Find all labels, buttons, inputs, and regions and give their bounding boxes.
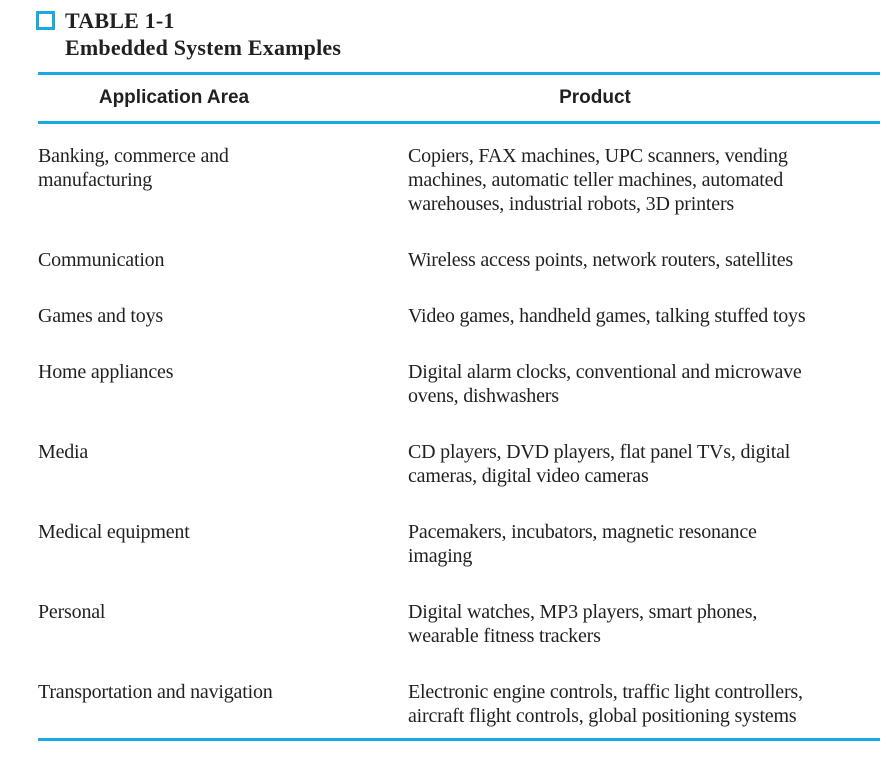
table-bottom-rule — [38, 738, 880, 741]
text-line: machines, automatic teller machines, automated — [408, 169, 784, 191]
text-line: Copiers, FAX machines, UPC scanners, vending — [408, 145, 788, 167]
product-cell — [408, 440, 880, 488]
table-body — [38, 124, 880, 738]
text-line: imaging — [408, 545, 473, 567]
text-line: Medical equipment — [38, 521, 190, 543]
text-line: Transportation and navigation — [38, 681, 273, 703]
text-line: Wireless access points, network routers, satellites — [408, 249, 793, 271]
application-area-cell — [38, 520, 408, 568]
text-line: CD players, DVD players, flat panel TVs, digital — [408, 441, 791, 463]
text-line: wearable fitness trackers — [408, 625, 601, 647]
table-row — [38, 600, 880, 648]
text-line: manufacturing — [38, 169, 153, 191]
text-line: Games and toys — [38, 305, 163, 327]
table-row — [38, 360, 880, 408]
text-line: Media — [38, 441, 89, 463]
text-line: aircraft flight controls, global positioning systems — [408, 705, 797, 727]
header-application-area: Application Area — [98, 87, 250, 108]
header-product: Product — [559, 87, 631, 108]
application-area-cell — [38, 440, 408, 488]
table-caption: Embedded System Examples — [65, 35, 342, 60]
text-line: Video games, handheld games, talking stuffed toys — [408, 305, 806, 327]
product-cell — [408, 680, 880, 728]
text-line: Communication — [38, 249, 165, 271]
text-line: ovens, dishwashers — [408, 385, 559, 407]
table-row — [38, 304, 880, 328]
application-area-cell — [38, 680, 408, 728]
product-cell — [408, 600, 880, 648]
product-cell — [408, 520, 880, 568]
application-area-cell — [38, 304, 408, 328]
table-title — [65, 7, 341, 61]
application-area-cell — [38, 144, 408, 216]
text-line: Digital alarm clocks, conventional and microwave — [408, 361, 802, 383]
table-row — [38, 144, 880, 216]
product-cell — [408, 248, 880, 272]
product-cell — [408, 360, 880, 408]
table-header-row — [38, 72, 880, 124]
product-cell — [408, 304, 880, 328]
application-area-cell — [38, 600, 408, 648]
text-line: Digital watches, MP3 players, smart phones, — [408, 601, 758, 623]
text-line: warehouses, industrial robots, 3D printers — [408, 193, 734, 215]
embedded-systems-table — [38, 72, 880, 741]
text-line: Banking, commerce and — [38, 145, 229, 167]
open-square-icon — [36, 11, 55, 30]
text-line: Electronic engine controls, traffic light controllers, — [408, 681, 803, 703]
table-row — [38, 680, 880, 728]
text-line: Home appliances — [38, 361, 174, 383]
table-number: TABLE 1-1 — [65, 8, 175, 33]
table-title-block — [36, 7, 341, 61]
text-line: Pacemakers, incubators, magnetic resonance — [408, 521, 757, 543]
text-line: cameras, digital video cameras — [408, 465, 649, 487]
product-cell — [408, 144, 880, 216]
table-row — [38, 248, 880, 272]
text-line: Personal — [38, 601, 106, 623]
application-area-cell — [38, 248, 408, 272]
table-row — [38, 440, 880, 488]
table-row — [38, 520, 880, 568]
application-area-cell — [38, 360, 408, 408]
